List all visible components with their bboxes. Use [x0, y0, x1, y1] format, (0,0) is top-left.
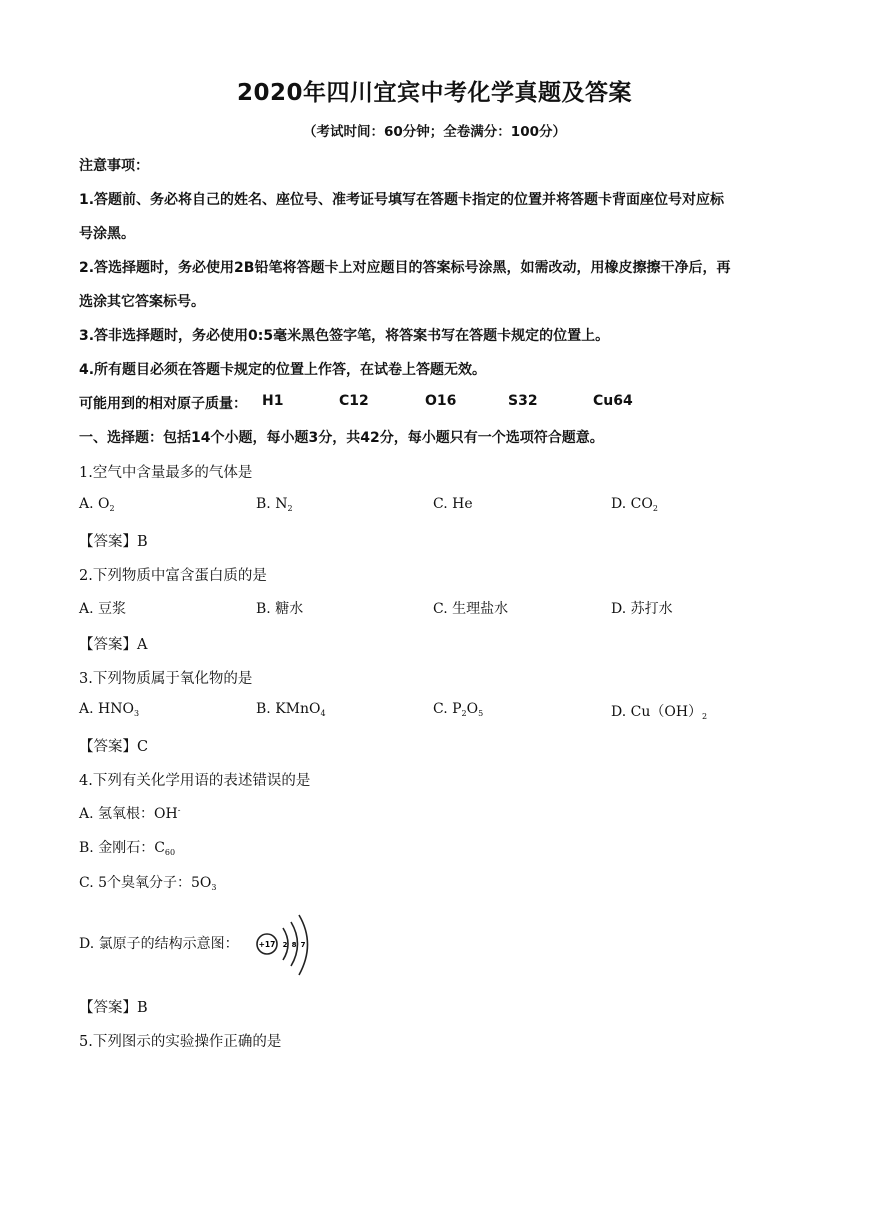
- notice-line: 选涂其它答案标号。: [79, 294, 205, 310]
- atomic-mass-o: O16: [425, 393, 457, 409]
- q2-option-a: A. 豆浆: [79, 601, 127, 617]
- q4-option-d: D. 氯原子的结构示意图：: [79, 936, 239, 952]
- page-title: 2020年四川宜宾中考化学真题及答案: [236, 80, 632, 106]
- chlorine-atom-diagram: [255, 912, 315, 980]
- atomic-mass-h: H1: [262, 393, 284, 409]
- question-1-stem: 1.空气中含量最多的气体是: [79, 465, 253, 481]
- q4-option-a: A. 氢氧根：OH-: [79, 805, 181, 822]
- question-4-stem: 4.下列有关化学用语的表述错误的是: [79, 773, 311, 789]
- question-5-stem: 5.下列图示的实验操作正确的是: [79, 1034, 282, 1050]
- q2-option-b: B. 糖水: [256, 601, 304, 617]
- atomic-mass-cu: Cu64: [593, 393, 633, 409]
- q1-option-d: D. $CO_2$: [611, 496, 658, 513]
- question-2-stem: 2.下列物质中富含蛋白质的是: [79, 568, 267, 584]
- exam-info: （考试时间：60分钟；全卷满分：100分）: [303, 124, 566, 140]
- q3-option-c: C. $P_2O_5$: [433, 701, 484, 718]
- notice-line: 4.所有题目必须在答题卡规定的位置上作答，在试卷上答题无效。: [79, 362, 487, 378]
- q4-option-b: B. 金刚石：$C_{60}$: [79, 840, 176, 857]
- q1-option-a: A. $O_2$: [79, 496, 115, 513]
- shell-3-electrons: 7: [300, 941, 306, 949]
- notice-line: 号涂黑。: [79, 226, 135, 242]
- q2-option-d: D. 苏打水: [611, 601, 673, 617]
- q1-option-c: C. He: [433, 496, 473, 512]
- notice-heading: 注意事项：: [79, 158, 149, 174]
- q4-option-c: C. 5个臭氧分子：$5O_3$: [79, 875, 217, 892]
- notice-line: 3.答非选择题时，务必使用0:5毫米黑色签字笔，将答案书写在答题卡规定的位置上。: [79, 328, 610, 344]
- notice-line: 2.答选择题时，务必使用2B铅笔将答题卡上对应题目的答案标号涂黑，如需改动，用橡皮擦擦干净后，再: [79, 260, 731, 276]
- section-heading: 一、选择题：包括14个小题，每小题3分，共42分，每小题只有一个选项符合题意。: [79, 430, 604, 446]
- shell-1-electrons: 2: [282, 941, 288, 949]
- q3-option-a: A. $HNO_3$: [79, 701, 140, 718]
- atomic-mass-c: C12: [339, 393, 369, 409]
- atomic-mass-s: S32: [508, 393, 538, 409]
- q4-answer: 【答案】B: [79, 1000, 148, 1016]
- q2-option-c: C. 生理盐水: [433, 601, 509, 617]
- shell-2-electrons: 8: [291, 941, 297, 949]
- q2-answer: 【答案】A: [79, 637, 148, 653]
- nucleus-charge: +17: [258, 940, 276, 949]
- atomic-mass-label: 可能用到的相对原子质量：: [79, 396, 247, 412]
- q3-answer: 【答案】C: [79, 739, 149, 755]
- q3-option-b: B. KMnO$_4$: [256, 701, 326, 718]
- notice-line: 1.答题前、务必将自己的姓名、座位号、准考证号填写在答题卡指定的位置并将答题卡背面座位号对应标: [79, 192, 725, 208]
- q1-answer: 【答案】B: [79, 534, 148, 550]
- q3-option-d: D. $Cu(OH)_2$: [611, 704, 708, 721]
- q1-option-b: B. $N_2$: [256, 496, 293, 513]
- question-3-stem: 3.下列物质属于氧化物的是: [79, 671, 253, 687]
